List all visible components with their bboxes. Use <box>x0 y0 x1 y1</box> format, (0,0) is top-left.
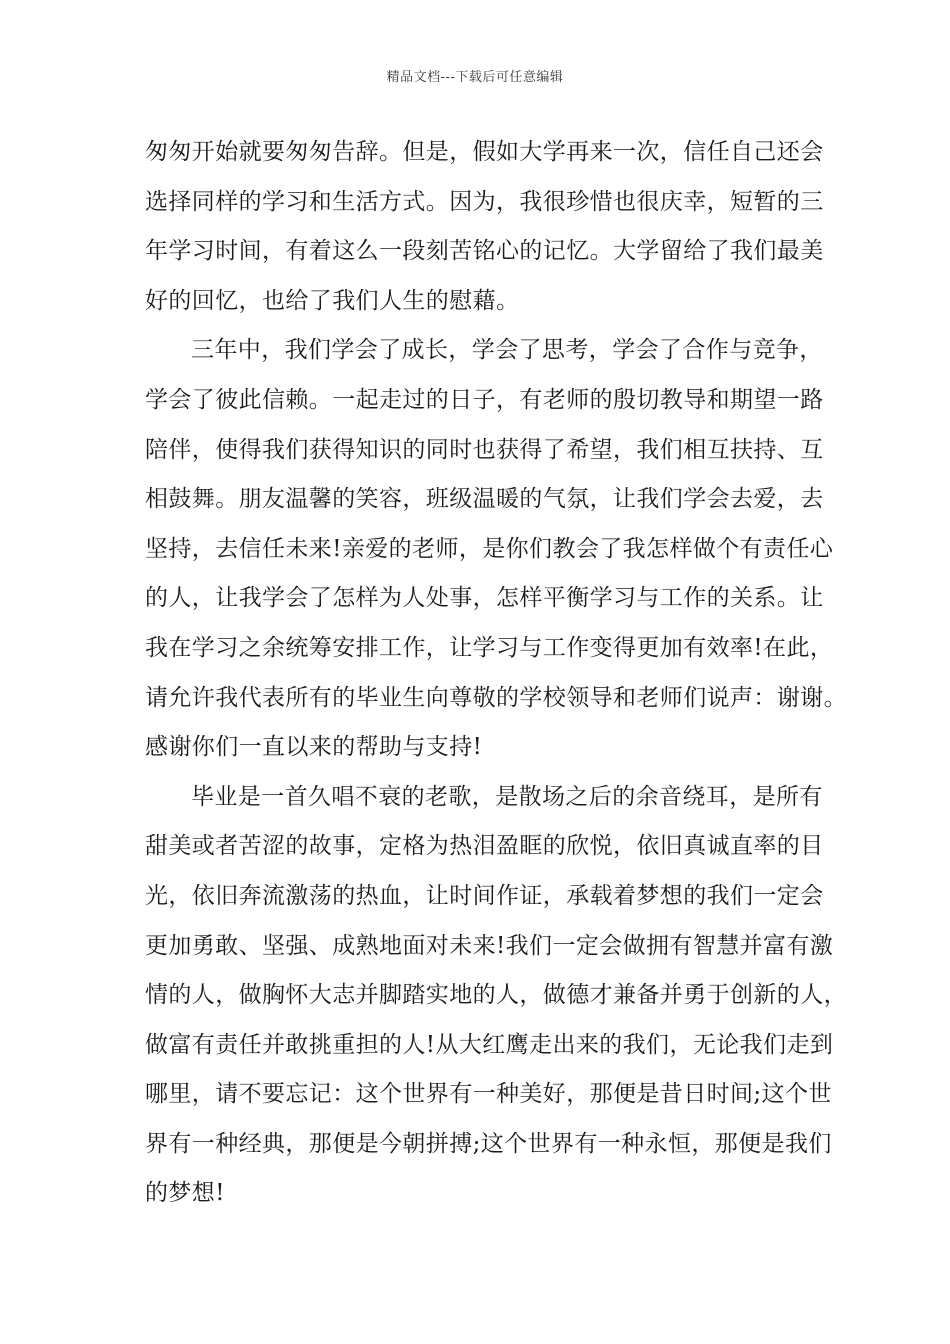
text-line: 年学习时间，有着这么一段刻苦铭心的记忆。大学留给了我们最美 <box>145 238 824 265</box>
text-line: 的梦想! <box>145 1180 225 1207</box>
paragraph-1 <box>145 128 825 326</box>
text-line: 匆匆开始就要匆匆告辞。但是，假如大学再来一次，信任自己还会 <box>145 139 824 165</box>
text-line: 选择同样的学习和生活方式。因为，我很珍惜也很庆幸，短暂的三 <box>145 188 824 215</box>
document-body <box>145 128 847 1219</box>
text-line: 情的人，做胸怀大志并脚踏实地的人，做德才兼备并勇于创新的人， <box>145 982 847 1009</box>
text-line: 的人，让我学会了怎样为人处事，怎样平衡学习与工作的关系。让 <box>145 585 824 612</box>
text-line: 毕业是一首久唱不衰的老歌，是散场之后的余音绕耳，是所有 <box>191 783 823 810</box>
text-line: 请允许我代表所有的毕业生向尊敬的学校领导和老师们说声：谢谢。 <box>145 684 847 711</box>
text-line: 界有一种经典，那便是今朝拼搏;这个世界有一种永恒，那便是我们 <box>145 1130 832 1157</box>
text-line: 甜美或者苦涩的故事，定格为热泪盈眶的欣悦，依旧真诚直率的目 <box>145 833 824 860</box>
paragraph-2 <box>145 326 847 772</box>
text-line: 我在学习之余统筹安排工作，让学习与工作变得更加有效率!在此， <box>145 634 834 661</box>
text-line: 更加勇敢、坚强、成熟地面对未来!我们一定会做拥有智慧并富有激 <box>145 932 834 959</box>
text-line: 相鼓舞。朋友温馨的笑容，班级温暖的气氛，让我们学会去爱，去 <box>145 486 824 513</box>
page-header: 精品文档---下载后可任意编辑 <box>386 70 564 85</box>
text-line: 感谢你们一直以来的帮助与支持! <box>145 734 483 761</box>
paragraph-3 <box>145 773 847 1219</box>
text-line: 做富有责任并敢挑重担的人!从大红鹰走出来的我们，无论我们走到 <box>145 1031 834 1058</box>
text-line: 哪里，请不要忘记：这个世界有一种美好，那便是昔日时间;这个世 <box>145 1081 832 1108</box>
text-line: 好的回忆，也给了我们人生的慰藉。 <box>145 287 520 314</box>
text-line: 坚持，去信任未来!亲爱的老师，是你们教会了我怎样做个有责任心 <box>145 535 834 562</box>
text-line: 陪伴，使得我们获得知识的同时也获得了希望，我们相互扶持、互 <box>145 436 824 463</box>
text-line: 三年中，我们学会了成长，学会了思考，学会了合作与竞争， <box>191 337 823 364</box>
text-line: 学会了彼此信赖。一起走过的日子，有老师的殷切教导和期望一路 <box>145 386 824 413</box>
text-line: 光，依旧奔流激荡的热血，让时间作证，承载着梦想的我们一定会 <box>145 882 824 909</box>
